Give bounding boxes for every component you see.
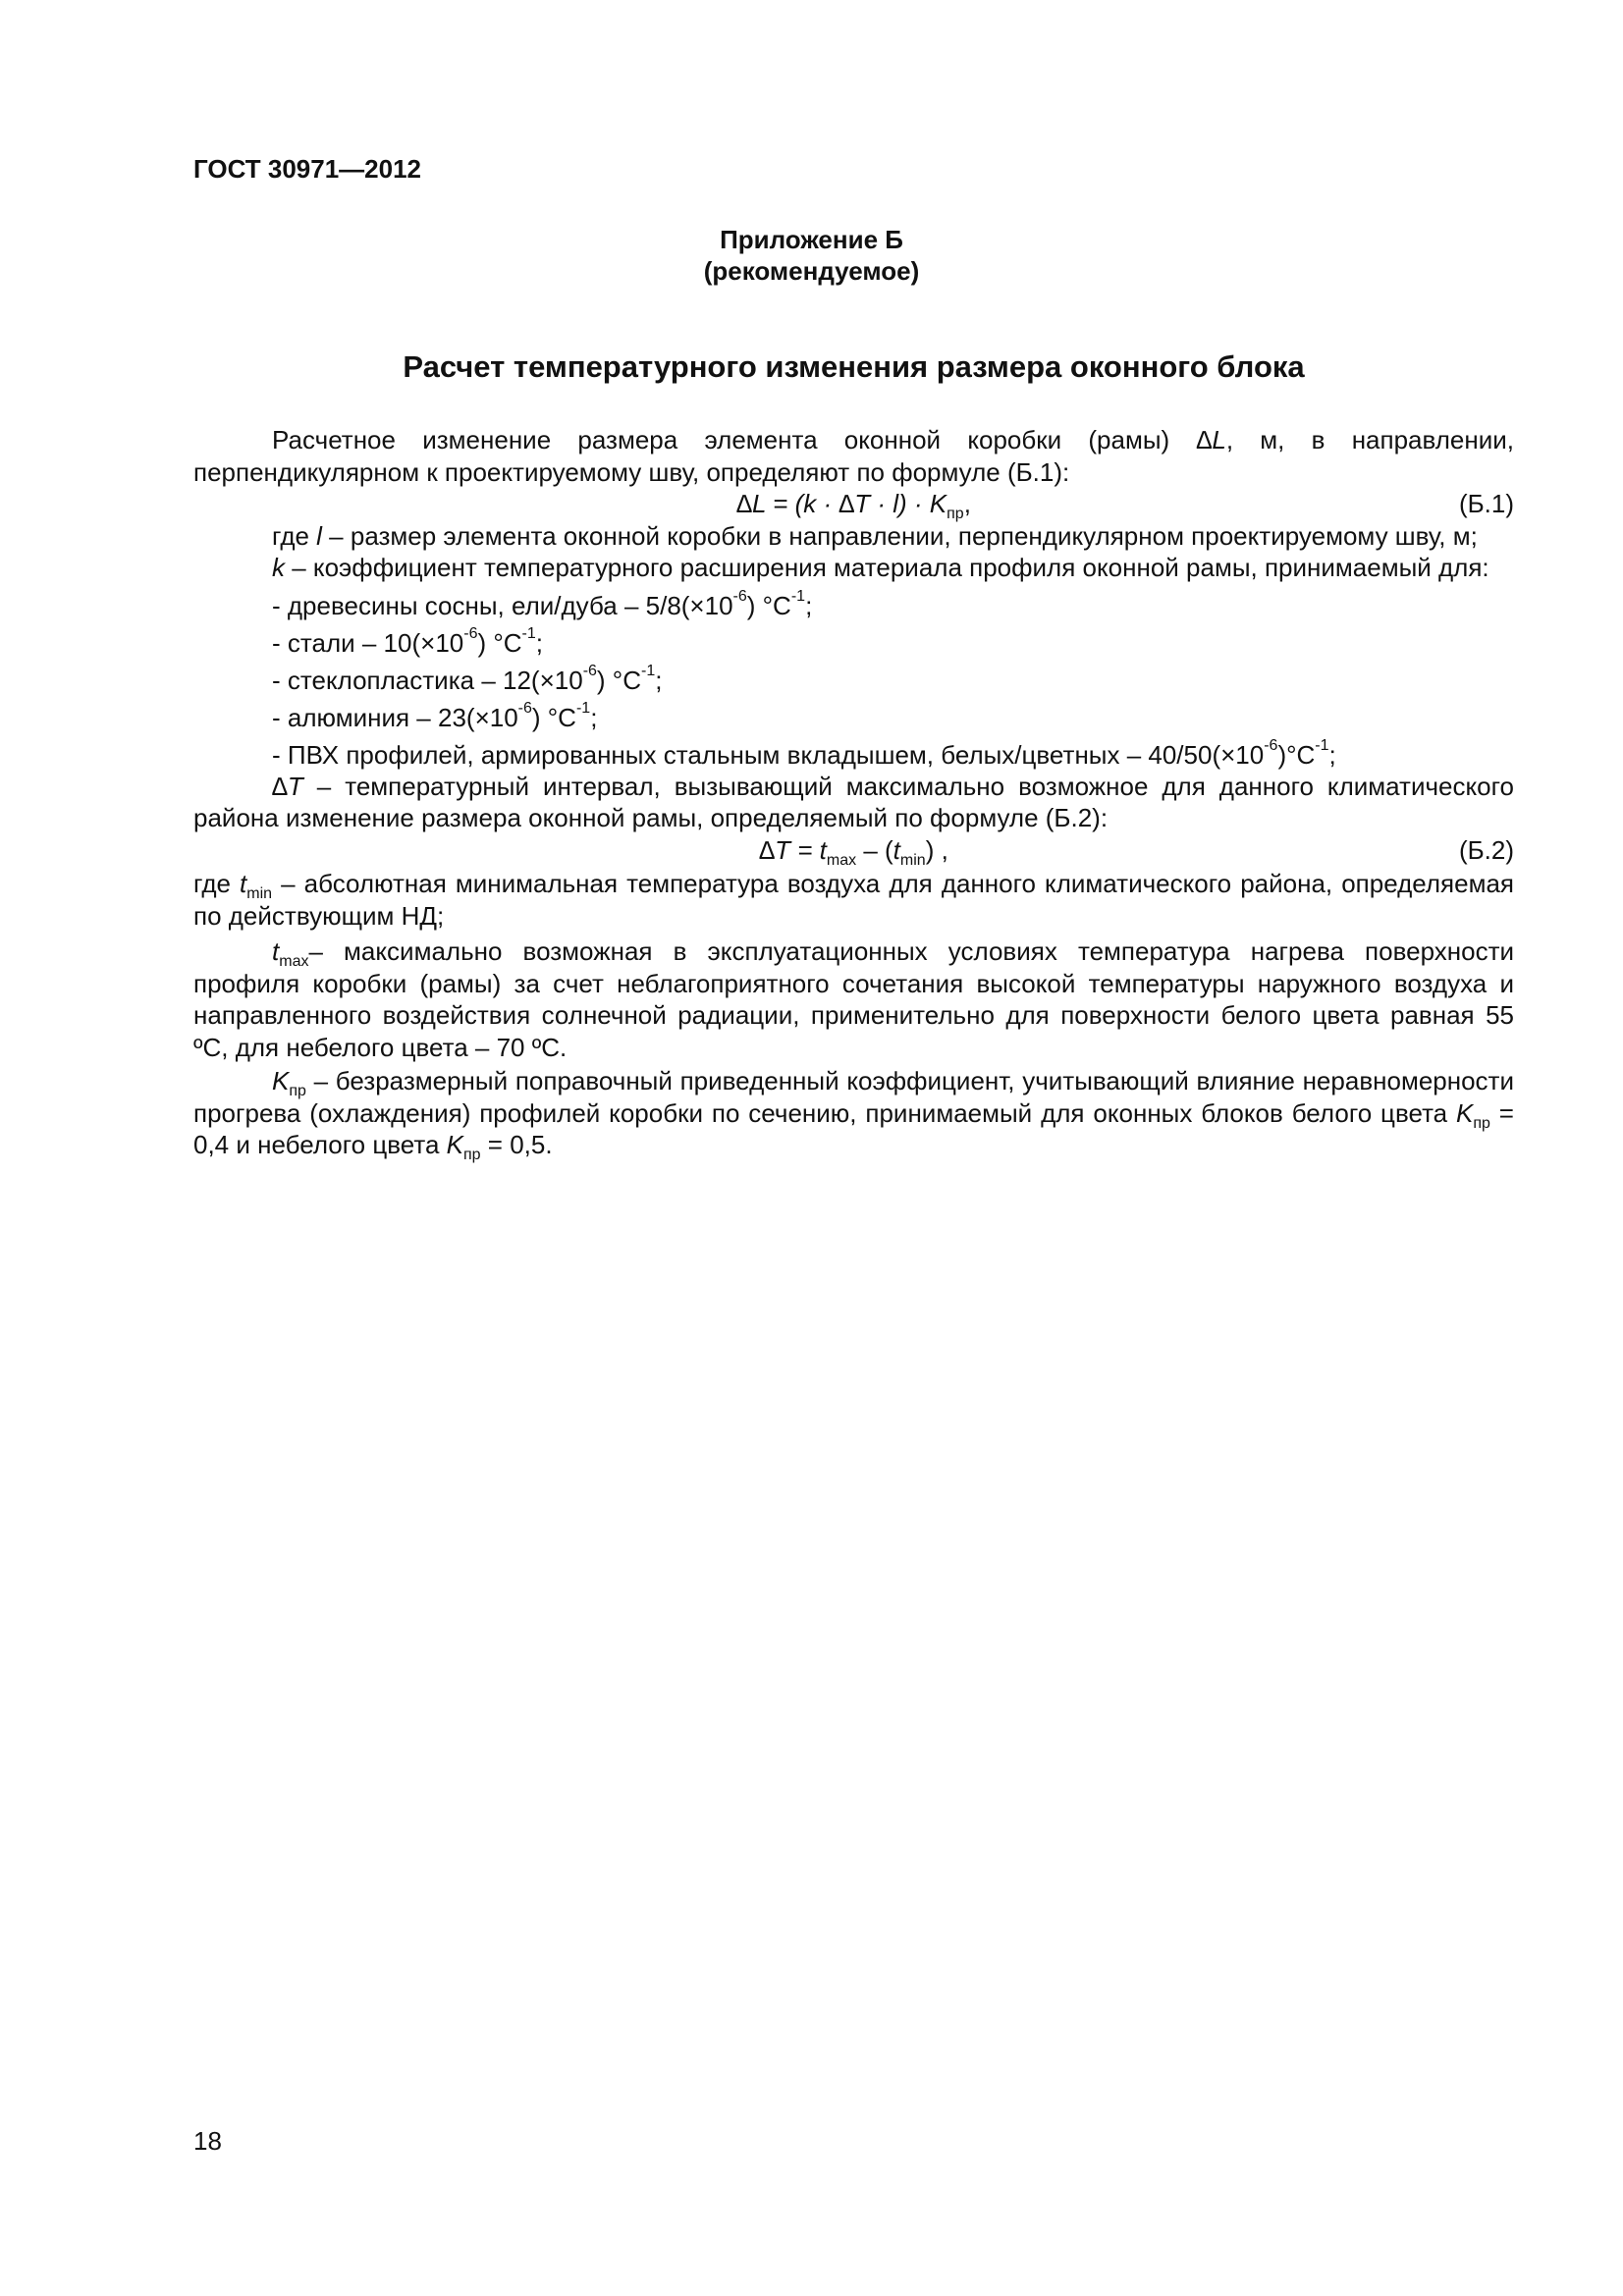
body-text: [193, 424, 1514, 1161]
materials-list: [193, 587, 1514, 771]
page-number: 18: [193, 2126, 222, 2156]
list-item: - алюминия – $23(\times 10^{-6})$ $^\circ C^{-1}$;: [272, 699, 598, 732]
section-title: Расчет температурного изменения размера оконного блока: [403, 349, 1305, 384]
list-item: - ПВХ профилей, армированных стальным вкладышем, белых/цветных – $40/50(\times 10^{-6})^\circ C^{-1}$;: [272, 736, 1336, 770]
formula-b1: $\Delta L = (k \cdot \Delta T \cdot l) \cdot K_{пр}$, (Б.1): [736, 489, 1514, 522]
where-l-paragraph: где l – размер элемента оконной коробки в направлении, перпендикулярном проектируемому шву, м;: [272, 520, 1478, 551]
formula-b2-number: (Б.2): [1458, 834, 1514, 865]
list-item: - древесины сосны, ели/дуба – $5/8(\times 10^{-6})$ $^\circ C^{-1}$;: [272, 587, 813, 620]
kpr-paragraph: $K_{пр}$ – безразмерный поправочный приведенный коэффициент, учитывающий влияние неравномерности прогрева (охлаждения) профилей коробки по сечению, принимаемый для оконных блоков белого цвета $K_{пр} = 0,4$ и небелого цвета $K_{пр} = 0,5$.: [193, 1066, 1514, 1163]
document-code-header: ГОСТ 30971—2012: [193, 154, 421, 184]
tmax-paragraph: $t_{max}-$ максимально возможная в эксплуатационных условиях температура нагрева поверхности профиля коробки (рамы) за счет неблагоприятного сочетания высокой температуры наружного воздуха и направленного воздействия солнечной радиации, применительно для поверхности белого цвета равная 55 ºС, для небелого цвета – 70 ºС.: [193, 936, 1514, 1062]
list-item: - стали – $10(\times 10^{-6})$ $^\circ C^{-1}$;: [272, 624, 544, 658]
annex-heading: [0, 224, 1623, 287]
tmin-paragraph: где $t_{min}$ – абсолютная минимальная температура воздуха для данного климатического района, определяемая по действующим НД;: [193, 869, 1514, 931]
annex-status: (рекомендуемое): [703, 256, 920, 286]
annex-title: Приложение Б: [720, 225, 903, 254]
intro-paragraph: Расчетное изменение размера элемента оконной коробки (рамы) ∆L, м, в направлении, перпендикулярном к проектируемому шву, определяют по формуле (Б.1):: [193, 425, 1514, 487]
formula-b1-number: (Б.1): [1458, 489, 1514, 518]
list-item: - стеклопластика – $12(\times 10^{-6})$ $^\circ C^{-1}$;: [272, 662, 663, 695]
k-paragraph: k – коэффициент температурного расширения материала профиля оконной рамы, принимаемый для:: [272, 553, 1489, 582]
formula-b2: $\Delta T = t_{max} - (t_{min})$ , (Б.2): [759, 834, 1514, 869]
delta-t-paragraph: ∆T – температурный интервал, вызывающий максимально возможное для данного климатического района изменение размера оконной рамы, определяемый по формуле (Б.2):: [193, 771, 1514, 832]
